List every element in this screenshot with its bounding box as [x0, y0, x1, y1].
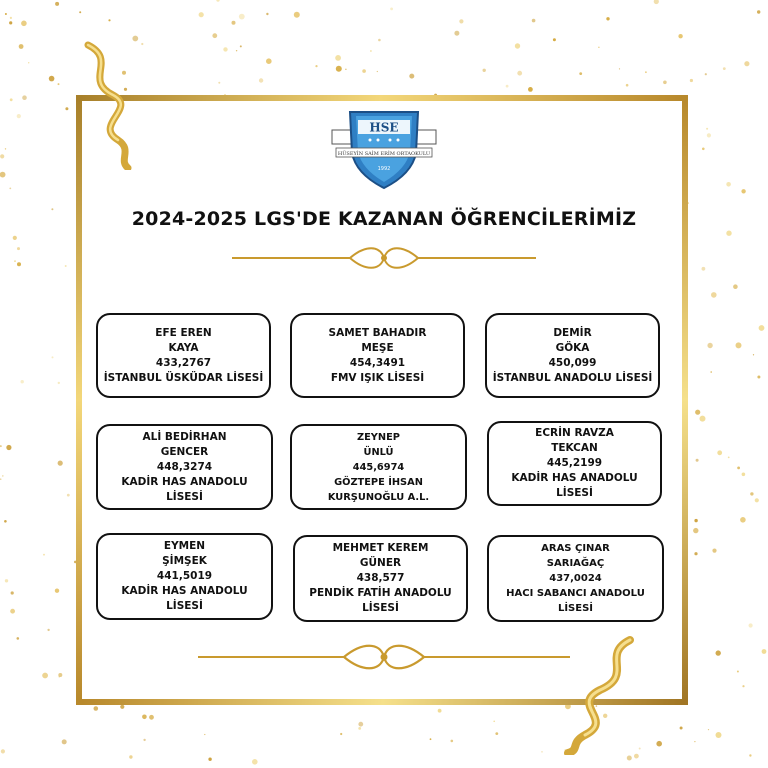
confetti-dot [129, 755, 132, 758]
logo-initials: HSE [369, 120, 399, 135]
gold-ribbon-bottom-right [560, 635, 640, 755]
confetti-dot [340, 733, 342, 735]
confetti-dot [62, 739, 67, 744]
confetti-dot [22, 95, 27, 100]
confetti-dot [236, 50, 237, 51]
confetti-dot [199, 12, 204, 17]
student-card [96, 533, 273, 620]
confetti-dot [14, 260, 16, 262]
student-card [290, 424, 467, 510]
student-first-name: ECRİN RAVZA [535, 427, 614, 439]
confetti-dot [65, 265, 67, 267]
student-school: PENDİK FATİH ANADOLU LİSESİ [309, 587, 452, 614]
confetti-dot [712, 549, 716, 553]
confetti-dot [726, 231, 731, 236]
confetti-dot [553, 38, 556, 41]
confetti-dot [58, 83, 60, 85]
confetti-dot [695, 410, 700, 415]
student-card [487, 535, 664, 622]
confetti-dot [335, 55, 341, 61]
confetti-dot [706, 128, 708, 130]
confetti-dot [654, 0, 659, 4]
student-card [293, 535, 468, 622]
confetti-dot [656, 741, 662, 747]
confetti-dot [606, 17, 609, 20]
confetti-dot [645, 71, 647, 73]
confetti-dot [1, 749, 5, 753]
confetti-dot [266, 58, 272, 64]
confetti-dot [149, 715, 154, 720]
confetti-dot [47, 629, 49, 631]
confetti-dot [409, 74, 414, 79]
confetti-dot [723, 67, 726, 70]
confetti-dot [142, 715, 147, 720]
confetti-dot [690, 79, 693, 82]
confetti-dot [239, 14, 245, 20]
confetti-dot [212, 33, 217, 38]
confetti-dot [218, 82, 220, 84]
confetti-dot [750, 492, 753, 495]
page-title: 2024-2025 LGS'DE KAZANAN ÖĞRENCİLERİMİZ [131, 208, 637, 230]
confetti-dot [216, 0, 219, 2]
logo-year: 1992 [377, 166, 391, 172]
confetti-dot [204, 734, 205, 735]
confetti-dot [728, 457, 730, 459]
confetti-dot [680, 727, 683, 730]
confetti-dot [744, 61, 749, 66]
confetti-dot [5, 13, 7, 15]
confetti-dot [716, 732, 722, 738]
student-first-name: ZEYNEP [357, 431, 400, 443]
confetti-dot [762, 649, 767, 654]
confetti-dot [0, 445, 2, 447]
gold-ribbon-top-left [78, 40, 138, 170]
confetti-dot [702, 267, 706, 271]
confetti-dot [21, 21, 27, 27]
confetti-dot [17, 262, 21, 266]
confetti-dot [0, 478, 2, 480]
confetti-dot [438, 709, 442, 713]
confetti-dot [11, 591, 14, 594]
confetti-dot [430, 738, 432, 740]
confetti-dot [742, 685, 744, 687]
confetti-dot [79, 11, 81, 13]
confetti-dot [694, 741, 695, 742]
student-first-name: MEHMET KEREM [332, 542, 429, 554]
confetti-dot [454, 31, 459, 36]
confetti-dot [345, 69, 346, 70]
confetti-dot [759, 325, 765, 331]
gold-ornament-divider-bottom [196, 640, 572, 674]
confetti-dot [49, 76, 55, 82]
confetti-dot [120, 705, 124, 709]
confetti-dot [259, 78, 263, 82]
confetti-dot [13, 236, 17, 240]
student-score: 441,5019 [156, 570, 213, 582]
confetti-dot [736, 342, 742, 348]
confetti-dot [749, 754, 751, 756]
student-card [96, 313, 271, 398]
student-first-name: ARAS ÇINAR [541, 543, 610, 554]
student-score: 433,2767 [155, 356, 212, 369]
confetti-dot [493, 721, 495, 723]
student-score: 448,3274 [156, 460, 213, 473]
student-score: 445,2199 [546, 457, 603, 469]
confetti-dot [266, 13, 268, 15]
confetti-dot [495, 732, 498, 735]
student-card [96, 424, 273, 510]
student-school: FMV IŞIK LİSESİ [330, 371, 425, 384]
logo-school-name: HÜSEYİN SAİM ERİM ORTAOKULU [337, 151, 431, 157]
school-logo [328, 108, 440, 190]
student-last-name: KAYA [168, 341, 199, 354]
confetti-dot [0, 172, 6, 178]
confetti-dot [358, 722, 363, 727]
confetti-dot [757, 376, 760, 379]
confetti-dot [377, 71, 378, 72]
confetti-dot [702, 148, 705, 151]
confetti-dot [223, 47, 227, 51]
confetti-dot [451, 740, 454, 743]
confetti-dot [315, 65, 317, 67]
confetti-dot [696, 459, 699, 462]
confetti-dot [716, 650, 721, 655]
confetti-dot [252, 759, 258, 765]
confetti-dot [663, 81, 667, 85]
student-school: HACI SABANCI ANADOLU LİSESİ [506, 588, 645, 614]
student-last-name: TEKCAN [551, 442, 598, 454]
confetti-dot [42, 673, 48, 679]
confetti-dot [208, 758, 211, 761]
confetti-dot [19, 44, 24, 49]
confetti-dot [55, 589, 59, 593]
student-score: 454,3491 [349, 356, 406, 369]
confetti-dot [362, 69, 366, 73]
confetti-dot [17, 247, 20, 250]
confetti-dot [733, 284, 738, 289]
confetti-dot [598, 47, 599, 48]
confetti-dot [711, 292, 717, 298]
confetti-dot [94, 706, 99, 711]
confetti-dot [0, 154, 4, 158]
confetti-dot [358, 727, 361, 730]
confetti-dot [52, 356, 54, 358]
confetti-dot [515, 43, 520, 48]
confetti-dot [705, 73, 707, 75]
confetti-dot [141, 43, 143, 45]
student-card [290, 313, 465, 398]
confetti-dot [43, 554, 45, 556]
confetti-dot [65, 107, 68, 110]
confetti-dot [708, 729, 709, 730]
student-last-name: MEŞE [361, 341, 394, 354]
confetti-dot [5, 148, 6, 149]
confetti-dot [17, 114, 21, 118]
confetti-dot [108, 19, 110, 21]
student-score: 437,0024 [549, 573, 602, 584]
confetti-dot [517, 71, 522, 76]
confetti-dot [741, 189, 745, 193]
confetti-dot [4, 520, 7, 523]
confetti-dot [626, 84, 629, 87]
student-last-name: ŞİMŞEK [162, 555, 207, 567]
confetti-dot [707, 343, 712, 348]
confetti-dot [9, 21, 12, 24]
confetti-dot [579, 72, 582, 75]
confetti-dot [707, 133, 711, 137]
confetti-dot [55, 2, 59, 6]
confetti-dot [757, 10, 760, 13]
gold-ornament-divider-top [230, 243, 538, 273]
student-score: 445,6974 [352, 461, 405, 473]
confetti-dot [700, 416, 706, 422]
confetti-dot [58, 461, 63, 466]
student-first-name: EFE EREN [155, 326, 212, 339]
confetti-dot [483, 69, 486, 72]
confetti-dot [58, 382, 60, 384]
confetti-dot [294, 12, 300, 18]
confetti-dot [755, 498, 759, 502]
confetti-dot [2, 475, 4, 477]
confetti-dot [336, 66, 342, 72]
confetti-dot [749, 623, 753, 627]
confetti-dot [710, 371, 712, 373]
confetti-dot [370, 50, 372, 52]
student-first-name: EYMEN [163, 540, 206, 552]
student-last-name: GÖKA [555, 341, 590, 354]
confetti-dot [737, 467, 740, 470]
confetti-dot [5, 579, 8, 582]
student-score: 438,577 [356, 572, 405, 584]
student-school: İSTANBUL ANADOLU LİSESİ [492, 371, 653, 384]
student-first-name: ALİ BEDİRHAN [142, 430, 227, 443]
confetti-dot [59, 676, 61, 678]
student-last-name: SARIAĞAÇ [546, 558, 605, 569]
student-first-name: DEMİR [553, 326, 592, 339]
confetti-dot [28, 62, 29, 63]
confetti-dot [67, 494, 70, 497]
confetti-dot [737, 671, 739, 673]
confetti-dot [627, 756, 632, 761]
confetti-dot [693, 528, 698, 533]
confetti-dot [10, 609, 15, 614]
confetti-dot [717, 450, 722, 455]
student-school: GÖZTEPE İHSAN KURŞUNOĞLU A.L. [327, 476, 430, 503]
student-school: İSTANBUL ÜSKÜDAR LİSESİ [103, 371, 264, 384]
confetti-dot [17, 637, 20, 640]
confetti-dot [378, 39, 381, 42]
confetti-dot [390, 7, 393, 10]
student-last-name: ÜNLÜ [363, 446, 394, 458]
confetti-dot [459, 19, 463, 23]
confetti-dot [9, 188, 11, 190]
confetti-dot [694, 552, 697, 555]
confetti-dot [532, 19, 536, 23]
student-last-name: GENCER [160, 445, 209, 458]
confetti-dot [742, 473, 746, 477]
student-last-name: GÜNER [359, 557, 402, 569]
confetti-dot [694, 519, 697, 522]
confetti-dot [619, 68, 620, 69]
confetti-dot [240, 45, 242, 47]
confetti-dot [232, 21, 236, 25]
student-card [485, 313, 660, 398]
confetti-dot [506, 85, 509, 88]
confetti-dot [541, 751, 542, 752]
student-card [487, 421, 662, 506]
confetti-dot [10, 17, 12, 19]
student-school: KADİR HAS ANADOLU LİSESİ [121, 585, 248, 612]
confetti-dot [21, 380, 24, 383]
confetti-dot [726, 182, 731, 187]
student-score: 450,099 [548, 356, 597, 369]
confetti-dot [143, 739, 145, 741]
confetti-dot [6, 445, 11, 450]
confetti-dot [740, 517, 746, 523]
student-school: KADİR HAS ANADOLU LİSESİ [511, 472, 638, 499]
confetti-dot [528, 87, 533, 92]
student-first-name: SAMET BAHADIR [328, 326, 427, 339]
confetti-dot [753, 354, 754, 355]
confetti-dot [10, 98, 13, 101]
student-school: KADİR HAS ANADOLU LİSESİ [121, 475, 248, 503]
confetti-dot [678, 34, 682, 38]
